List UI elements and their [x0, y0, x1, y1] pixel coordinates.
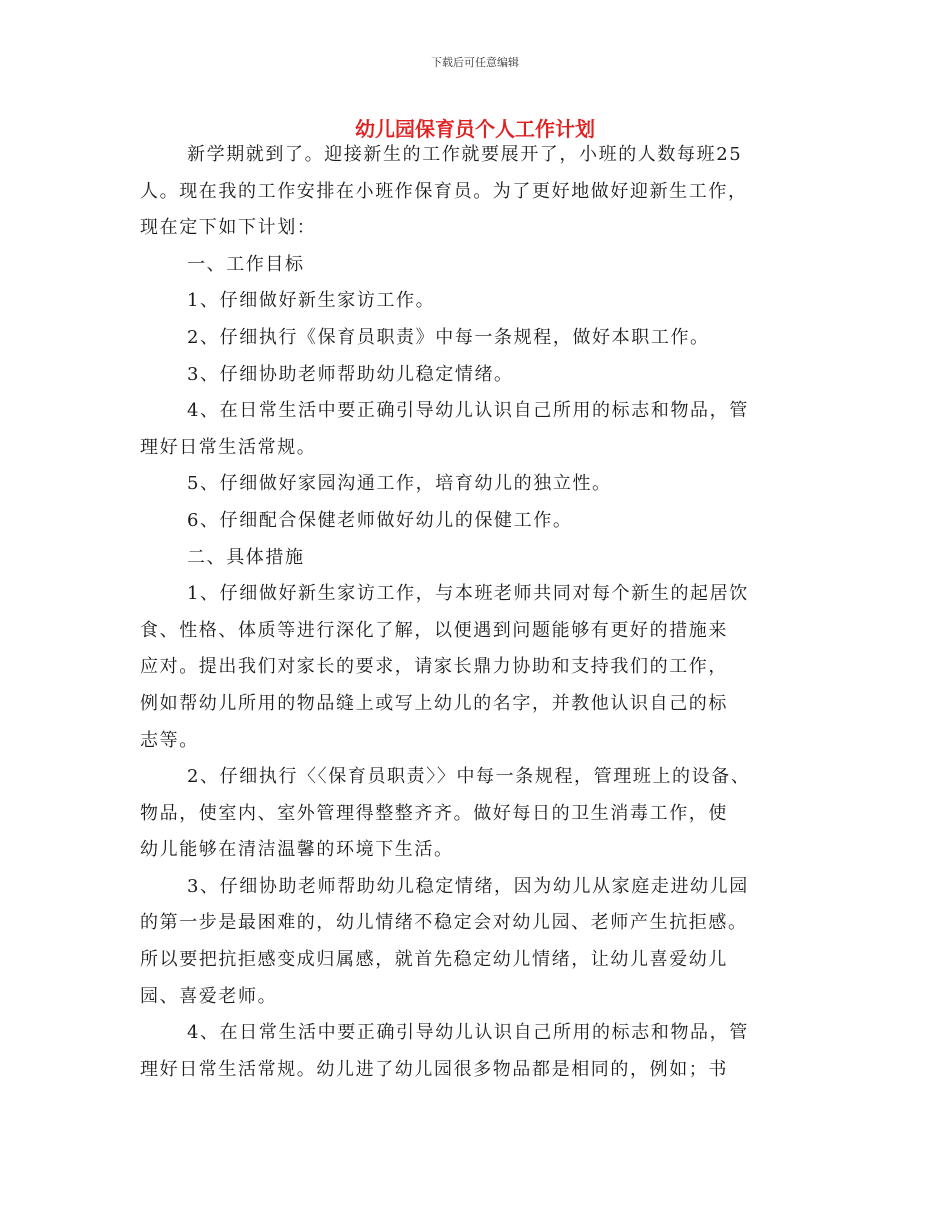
body-line: 5、仔细做好家园沟通工作，培育幼儿的独立性。	[187, 473, 612, 495]
body-line: 1、仔细做好新生家访工作。	[187, 290, 436, 312]
body-line: 人。现在我的工作安排在小班作保育员。为了更好地做好迎新生工作，	[140, 180, 748, 202]
body-line: 二、具体措施	[187, 546, 305, 568]
body-line: 6、仔细配合保健老师做好幼儿的保健工作。	[187, 509, 573, 531]
body-line: 应对。提出我们对家长的要求，请家长鼎力协助和支持我们的工作，	[140, 656, 728, 678]
body-line: 物品，使室内、室外管理得整整齐齐。做好每日的卫生消毒工作，使	[140, 802, 728, 824]
body-line: 理好日常生活常规。	[140, 436, 317, 458]
body-line: 3、仔细协助老师帮助幼儿稳定情绪，因为幼儿从家庭走进幼儿园	[187, 875, 749, 897]
header-note: 下载后可任意编辑	[431, 56, 519, 69]
body-line: 志等。	[140, 729, 199, 751]
body-line: 3、仔细协助老师帮助幼儿稳定情绪。	[187, 363, 514, 385]
body-line: 4、在日常生活中要正确引导幼儿认识自己所用的标志和物品，管	[187, 1022, 749, 1044]
body-line: 2、仔细执行〈〈保育员职责〉〉中每一条规程，管理班上的设备、	[187, 766, 751, 788]
body-line: 理好日常生活常规。幼儿进了幼儿园很多物品都是相同的，例如；书	[140, 1058, 728, 1080]
body-line: 幼儿能够在清洁温馨的环境下生活。	[140, 839, 454, 861]
document-title: 幼儿园保育员个人工作计划	[355, 117, 595, 141]
body-line: 现在定下如下计划：	[140, 217, 317, 239]
document-body	[140, 137, 826, 1088]
body-line: 的第一步是最困难的，幼儿情绪不稳定会对幼儿园、老师产生抗拒感。	[140, 912, 748, 934]
body-line: 4、在日常生活中要正确引导幼儿认识自己所用的标志和物品，管	[187, 400, 749, 422]
body-line: 2、仔细执行《保育员职责》中每一条规程，做好本职工作。	[187, 326, 710, 348]
body-line: 例如帮幼儿所用的物品缝上或写上幼儿的名字，并教他认识自己的标	[140, 692, 728, 714]
body-line: 1、仔细做好新生家访工作，与本班老师共同对每个新生的起居饮	[187, 583, 749, 605]
body-line: 园、喜爱老师。	[140, 985, 278, 1007]
body-line: 一、工作目标	[187, 253, 305, 275]
body-line: 食、性格、体质等进行深化了解，以便遇到问题能够有更好的措施来	[140, 619, 728, 641]
body-line: 所以要把抗拒感变成归属感，就首先稳定幼儿情绪，让幼儿喜爱幼儿	[140, 949, 728, 971]
body-line: 新学期就到了。迎接新生的工作就要展开了，小班的人数每班25	[187, 144, 743, 165]
